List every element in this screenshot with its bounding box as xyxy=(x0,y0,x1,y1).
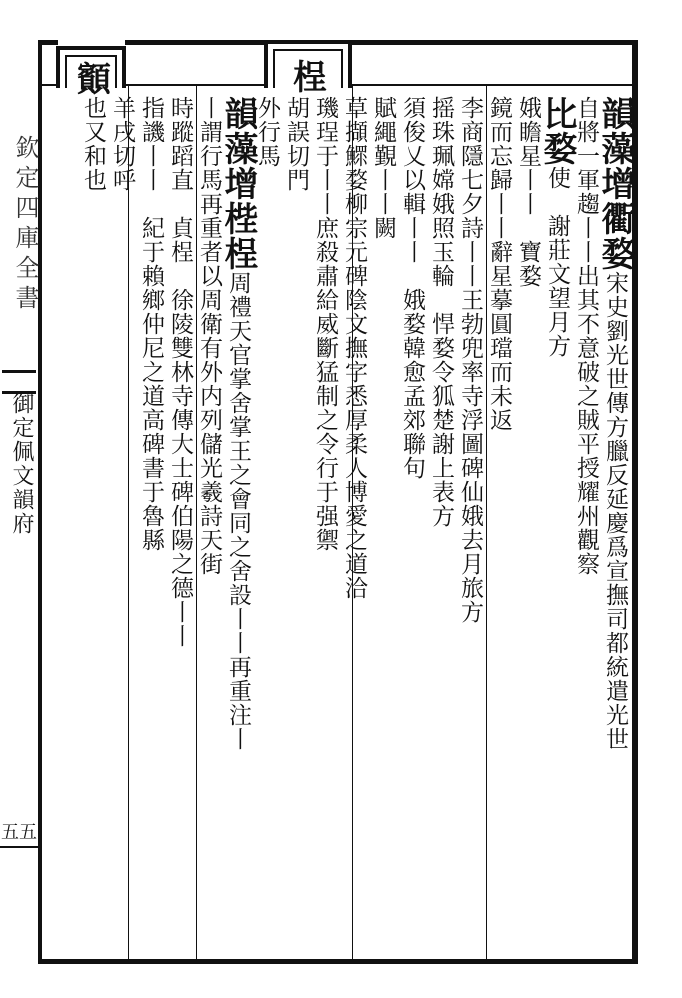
gutter xyxy=(0,40,38,970)
text-column xyxy=(395,96,429,480)
column-text: 須俊乂以輯丨丨 娥婺韓愈孟郊聯句 xyxy=(399,96,425,480)
text-column xyxy=(511,96,545,288)
column-text: 周禮天官掌舍掌王之會同之舍設丨丨再重注丨 xyxy=(225,271,251,751)
text-column xyxy=(537,96,577,358)
text-column xyxy=(366,96,400,240)
column-text: 丨謂行馬再重者以周衛有外内列儲光羲詩天街 xyxy=(196,96,222,576)
column-text: 璣珵于丨丨庶殺肅給威斷猛制之令行于强禦 xyxy=(312,96,338,552)
text-column xyxy=(569,96,603,576)
text-column xyxy=(163,96,197,648)
heading-mid: 桯 xyxy=(293,58,327,98)
column-text: 摇珠珮嫦娥照玉輪 悍婺令狐楚謝上表方 xyxy=(428,96,454,528)
column-divider xyxy=(128,86,129,962)
column-text: 草擷鰥婺柳宗元碑陰文撫字悉厚柔人博愛之道洽 xyxy=(341,96,367,600)
column-text: 自將一軍趨丨丨出其不意破之賊平授耀州觀察 xyxy=(573,96,599,576)
heading-tab-left xyxy=(56,46,126,100)
column-text: 使 謝莊文望月方 xyxy=(544,166,570,358)
book-title: 御定佩文韻府 xyxy=(9,392,34,536)
text-column xyxy=(192,96,226,576)
fish-tail-mark xyxy=(2,370,36,394)
headword: 韻藻增衢婺 xyxy=(595,96,635,271)
text-column xyxy=(424,96,458,528)
text-column xyxy=(76,96,110,192)
text-column xyxy=(337,96,371,600)
top-border-mid xyxy=(125,40,265,45)
text-column xyxy=(453,96,487,624)
column-text: 指譏丨丨 紀于賴鄉仲尼之道高碑書于魯縣 xyxy=(138,96,164,552)
text-column xyxy=(482,96,516,432)
headword: 韻藻增梐桯 xyxy=(218,96,258,271)
column-text: 外行馬 xyxy=(254,96,280,168)
column-text: 胡誤切門 xyxy=(283,96,309,192)
text-column xyxy=(105,96,139,192)
column-text: 宋史劉光世傳方臘反延慶爲宣撫司都統遣光世 xyxy=(602,271,628,751)
column-text: 也又和也 xyxy=(80,96,106,192)
top-border-right xyxy=(350,40,638,45)
text-column xyxy=(308,96,342,552)
column-text: 李商隱七夕詩丨丨王勃兜率寺浮圖碑仙娥去月旅方 xyxy=(457,96,483,624)
column-text: 賦繩覲丨丨闕 xyxy=(370,96,396,240)
column-text: 鏡而忘歸丨丨辭星摹圓璫而未返 xyxy=(486,96,512,432)
page-number: 五五 xyxy=(0,818,38,848)
heading-left: 顮 xyxy=(77,60,111,100)
column-text: 娥瞻星丨丨 寶婺 xyxy=(515,96,541,288)
headword: 比婺 xyxy=(537,96,577,166)
text-column xyxy=(595,96,635,751)
text-column xyxy=(218,96,258,751)
top-border-left xyxy=(38,40,58,45)
text-column xyxy=(134,96,168,552)
column-text: 羊戌切呼 xyxy=(109,96,135,192)
column-text: 時蹤蹈直 貞桯 徐陵雙林寺傳大士碑伯陽之德丨丨 xyxy=(167,96,193,648)
heading-tab-mid xyxy=(264,40,352,98)
gutter-title: 欽定四庫全書 xyxy=(11,135,39,315)
text-column xyxy=(279,96,313,192)
